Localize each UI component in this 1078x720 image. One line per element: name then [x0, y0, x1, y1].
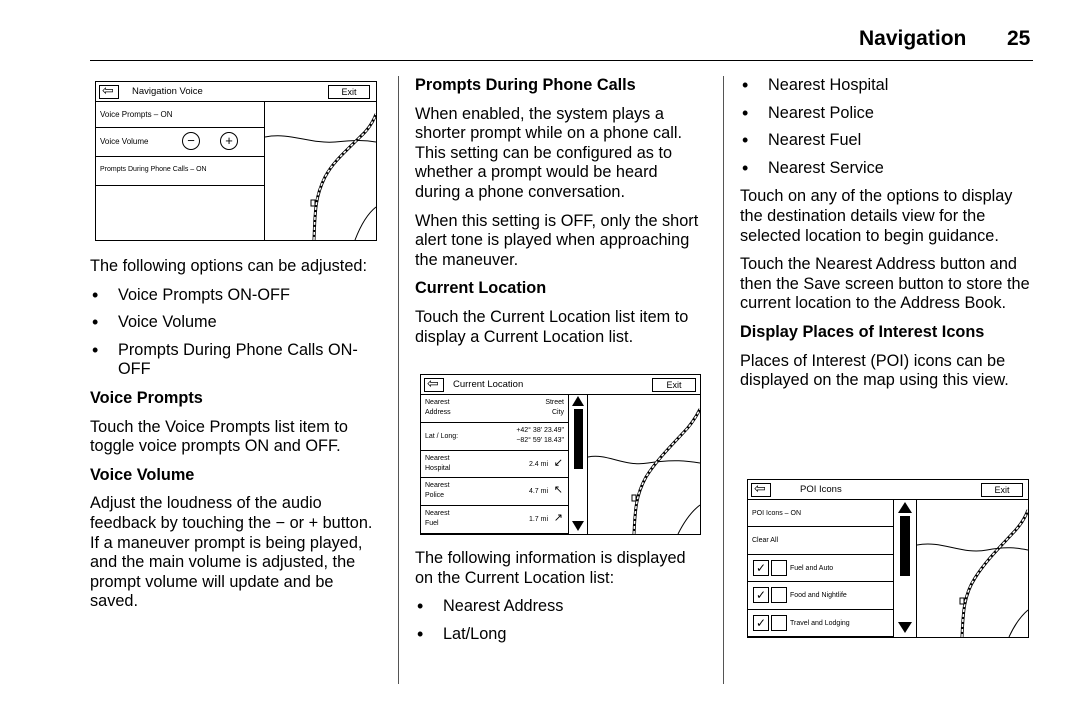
poi-row-label: POI Icons – ON [752, 510, 802, 517]
page-number: 25 [1007, 27, 1031, 50]
poi-row[interactable] [748, 555, 893, 582]
list-item-voice-volume [96, 128, 264, 157]
list-item: • Nearest Address [415, 597, 707, 617]
screen-title-bar [748, 480, 1028, 500]
heading-phone-calls: Prompts During Phone Calls [415, 76, 636, 94]
checkbox-checked[interactable]: ✓ [753, 615, 769, 631]
back-icon[interactable] [424, 378, 444, 392]
heading-current-location: Current Location [415, 279, 547, 298]
list-item: • Voice Volume [90, 313, 382, 333]
paragraph-nearest-address: Touch the Nearest Address button and then the Save screen button to store the current location to the Address Book. [740, 255, 1030, 313]
list-item: • Voice Prompts ON-OFF [90, 286, 382, 306]
row-label-line-1: Nearest [425, 510, 450, 518]
poi-row-label: Food and Nightlife [790, 592, 847, 600]
page-header [0, 0, 1078, 60]
minus-icon[interactable]: − [182, 132, 200, 150]
row-value-line-2: City [551, 409, 564, 416]
row-label-line-2: Fuel [425, 520, 439, 528]
section-title: Navigation [859, 27, 967, 50]
poi-icons-screen [747, 479, 1029, 638]
paragraph-phone-calls-2: When this setting is OFF, only the short alert tone is played when approaching the maneuver. [415, 211, 699, 269]
options-list [90, 286, 382, 380]
row-label-line-2: Police [425, 492, 445, 500]
paragraph-touch-options: Touch on any of the options to display the destination details view for the selected location to begin guidance. [740, 187, 1013, 245]
poi-row[interactable] [748, 527, 893, 554]
row-value: 2.4 mi [528, 460, 548, 468]
scroll-down-icon[interactable] [572, 521, 584, 531]
row-label: Voice Prompts – ON [100, 110, 173, 119]
poi-row[interactable] [748, 500, 893, 527]
current-location-row[interactable] [421, 423, 568, 451]
exit-button[interactable]: Exit [652, 378, 696, 392]
row-label-line-2: Hospital [425, 464, 451, 472]
paragraph-voice-prompts: Touch the Voice Prompts list item to toggle voice prompts ON and OFF. [90, 417, 348, 456]
direction-arrow-icon: ↗ [553, 512, 563, 525]
list-item-voice-prompts[interactable] [96, 102, 264, 128]
exit-button[interactable]: Exit [328, 85, 370, 99]
list-item: • Nearest Police [740, 104, 1032, 124]
poi-row[interactable] [748, 582, 893, 609]
scrollbar[interactable] [568, 395, 588, 534]
scroll-up-icon[interactable] [898, 502, 912, 513]
exit-button[interactable]: Exit [981, 483, 1023, 497]
current-location-row[interactable] [421, 395, 568, 423]
row-label-line-1: Nearest [425, 399, 450, 406]
header-rule [90, 60, 1033, 61]
row-label: Lat / Long: [425, 432, 459, 440]
map-view[interactable] [265, 102, 376, 240]
screen-title: POI Icons [800, 484, 842, 495]
heading-poi: Display Places of Interest Icons [740, 322, 985, 341]
list-item-prompts-during-phone-calls[interactable] [96, 157, 264, 186]
column-2-bottom [415, 549, 707, 653]
column-divider-1 [398, 76, 399, 684]
screen-title: Navigation Voice [132, 86, 203, 97]
list-item: • Nearest Service [740, 159, 1032, 179]
current-location-screen [420, 374, 701, 535]
map-view[interactable] [588, 395, 700, 534]
row-value-line-1: Street [545, 399, 564, 406]
list-item: • Nearest Hospital [740, 76, 1032, 96]
back-icon[interactable] [99, 85, 119, 99]
list-item: • Lat/Long [415, 625, 707, 645]
list-item: • Nearest Fuel [740, 131, 1032, 151]
scroll-thumb[interactable] [574, 409, 583, 469]
checkbox-checked[interactable]: ✓ [753, 560, 769, 576]
plus-icon[interactable]: + [220, 132, 238, 150]
scroll-down-icon[interactable] [898, 622, 912, 633]
scrollbar[interactable] [893, 500, 917, 637]
row-value-line-1: +42° 38' 23.49" [516, 426, 564, 434]
column-1 [90, 257, 382, 621]
paragraph-voice-volume: Adjust the loudness of the audio feedback by touching the − or + button. If a maneuver prompt is being played, and the main volume is adjusted, the prompt volume will update and be saved. [90, 494, 373, 611]
row-value: 4.7 mi [528, 488, 548, 496]
list-item: • Prompts During Phone Calls ON-OFF [90, 341, 382, 380]
paragraph-phone-calls-1: When enabled, the system plays a shorter prompt while on a phone call. This setting can be configured as to whether a prompt would be heard during a phone conversation. [415, 104, 682, 201]
row-label-line-1: Nearest [425, 482, 450, 490]
info-list [415, 597, 707, 644]
poi-row-label: Travel and Lodging [790, 619, 850, 627]
column-3 [740, 76, 1032, 400]
current-location-row[interactable] [421, 506, 568, 534]
current-location-row[interactable] [421, 451, 568, 479]
column-2-top [415, 76, 707, 356]
scroll-thumb[interactable] [900, 516, 910, 576]
paragraph-info: The following information is displayed on the Current Location list: [415, 549, 686, 587]
row-value: 1.7 mi [528, 516, 548, 524]
direction-arrow-icon: ↙ [553, 456, 563, 469]
row-value-line-2: −82° 59' 18.43" [516, 436, 564, 444]
direction-arrow-icon: ↖ [553, 484, 563, 497]
map-view[interactable] [917, 500, 1028, 637]
row-label-line-2: Address [425, 409, 451, 416]
heading-voice-prompts: Voice Prompts [90, 388, 203, 407]
scroll-up-icon[interactable] [572, 396, 584, 406]
screen-title: Current Location [453, 379, 524, 390]
paragraph-current-location: Touch the Current Location list item to display a Current Location list. [415, 307, 689, 346]
column-divider-2 [723, 76, 724, 684]
checkbox-unchecked[interactable] [771, 615, 787, 631]
poi-row[interactable] [748, 610, 893, 637]
screen-title-bar [96, 82, 376, 102]
checkbox-unchecked[interactable] [771, 560, 787, 576]
row-label: Prompts During Phone Calls – ON [100, 166, 207, 173]
checkbox-unchecked[interactable] [771, 587, 787, 603]
checkbox-checked[interactable]: ✓ [753, 587, 769, 603]
nearest-list [740, 76, 1032, 178]
paragraph-poi: Places of Interest (POI) icons can be displayed on the map using this view. [740, 351, 1009, 390]
poi-row-label: Clear All [752, 537, 779, 545]
row-label-line-1: Nearest [425, 454, 450, 462]
row-label: Voice Volume [100, 137, 149, 146]
current-location-row[interactable] [421, 478, 568, 506]
navigation-voice-screen [95, 81, 377, 241]
heading-voice-volume: Voice Volume [90, 465, 195, 484]
poi-row-label: Fuel and Auto [790, 564, 834, 572]
screen-title-bar [421, 375, 700, 395]
intro-text: The following options can be adjusted: [90, 257, 367, 275]
back-icon[interactable] [751, 483, 771, 497]
